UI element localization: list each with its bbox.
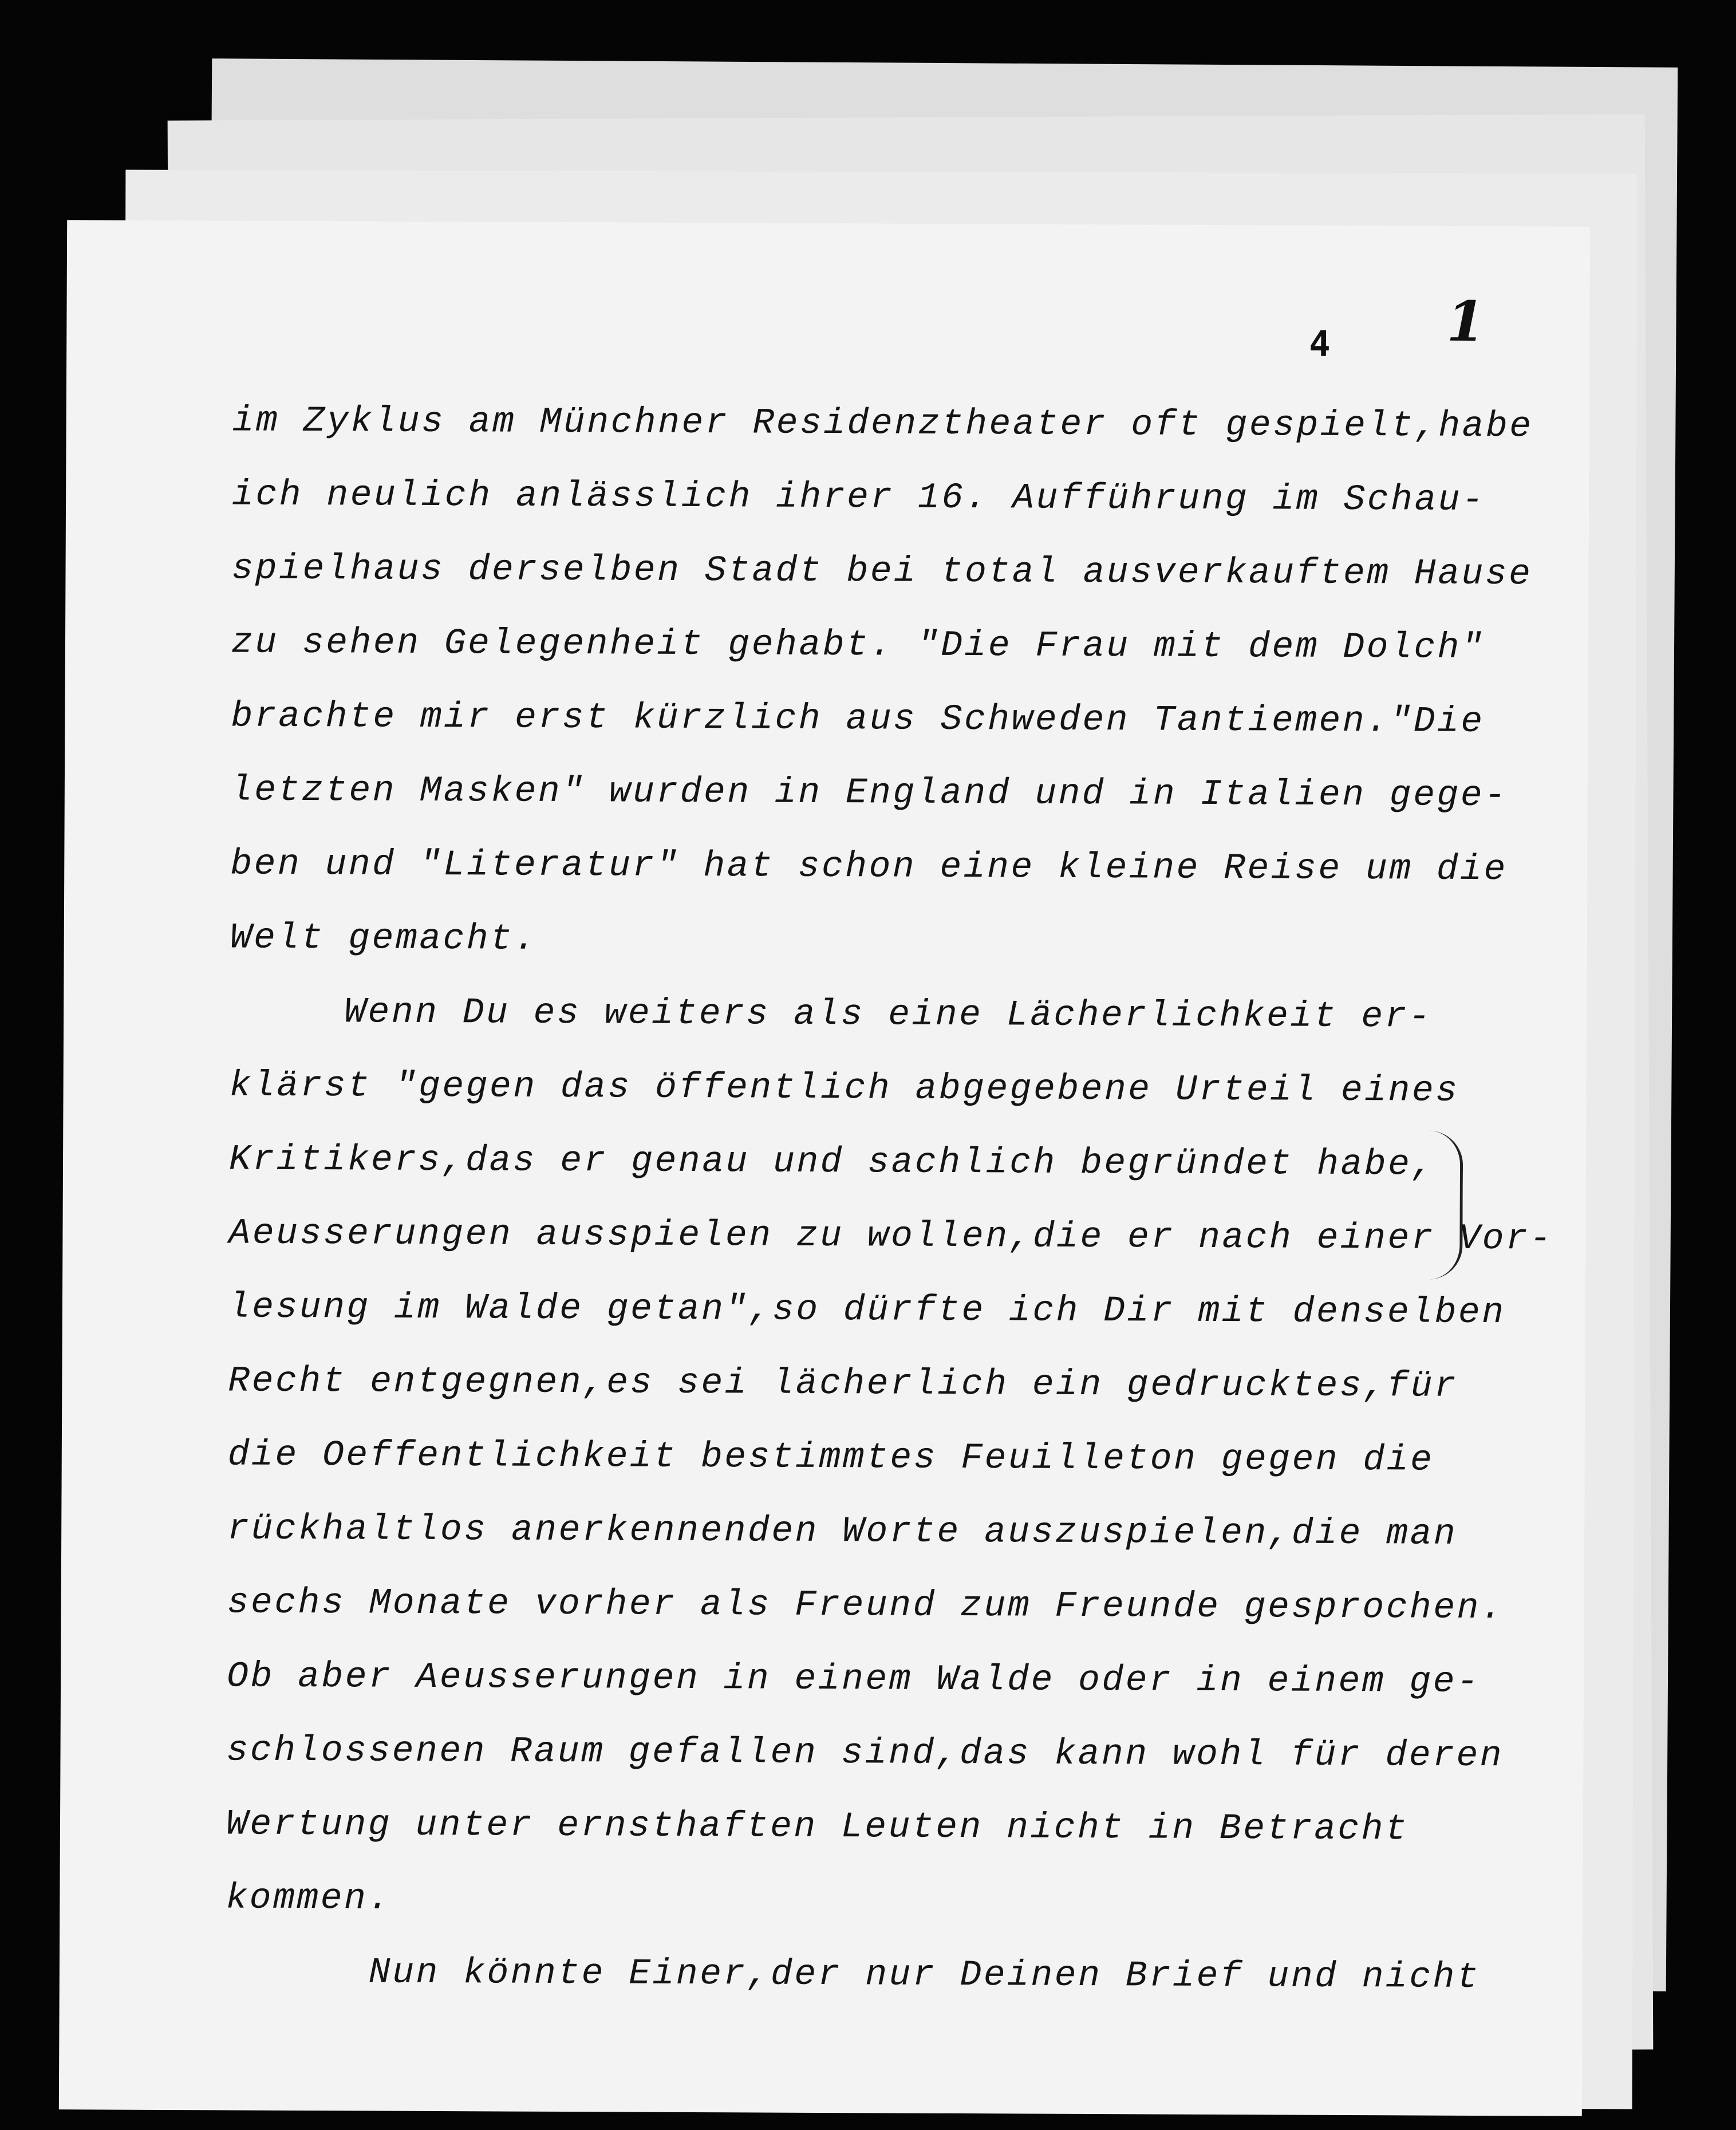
text-line: ben und "Literatur" hat schon eine kleine Reise um die	[230, 843, 1508, 890]
text-line: Ob aber Aeusserungen in einem Walde oder in einem ge-	[226, 1656, 1481, 1703]
text-line: sechs Monate vorher als Freund zum Freunde gesprochen.	[227, 1582, 1505, 1629]
text-line: spielhaus derselben Stadt bei total ausverkauftem Hause	[231, 548, 1533, 595]
text-line: Aeusserungen ausspielen zu wollen,die er nach einer Vor-	[228, 1213, 1553, 1260]
text-line: schlossenen Raum gefallen sind,das kann wohl für deren	[226, 1730, 1504, 1777]
text-line: Welt gemacht.	[230, 917, 538, 960]
text-line: im Zyklus am Münchner Residenztheater oft gespielt,habe	[232, 400, 1533, 447]
text-line: lesung im Walde getan",so dürfte ich Dir mit denselben	[228, 1287, 1506, 1334]
page-number: 4	[1309, 322, 1331, 365]
text-line: ich neulich anlässlich ihrer 16. Aufführung im Schau-	[231, 474, 1486, 521]
text-line: brachte mir erst kürzlich aus Schweden Tantiemen."Die	[231, 696, 1485, 743]
folio-mark: 1	[1446, 289, 1485, 354]
text-line: Wenn Du es weiters als eine Lächerlichkeit er-	[344, 992, 1433, 1038]
text-line: kommen.	[226, 1877, 392, 1919]
text-line: Nun könnte Einer,der nur Deinen Brief und nicht	[368, 1952, 1481, 1998]
text-line: die Oeffentlichkeit bestimmtes Feuilleton gegen die	[227, 1434, 1434, 1481]
typescript-page	[59, 220, 1590, 2116]
text-line: Recht entgegnen,es sei lächerlich ein gedrucktes,für	[228, 1360, 1458, 1407]
text-line: letzten Masken" wurden in England und in Italien gege-	[230, 770, 1508, 817]
text-line: rückhaltlos anerkennenden Worte auszuspielen,die man	[227, 1508, 1458, 1555]
typed-text-body	[226, 384, 1567, 2014]
text-line: Kritikers,das er genau und sachlich begründet habe,	[228, 1139, 1435, 1185]
text-line: klärst "gegen das öffentlich abgegebene Urteil eines	[229, 1065, 1459, 1111]
text-line: zu sehen Gelegenheit gehabt. "Die Frau mit dem Dolch"	[231, 622, 1485, 669]
text-line: Wertung unter ernsthaften Leuten nicht in Betracht	[226, 1804, 1409, 1850]
